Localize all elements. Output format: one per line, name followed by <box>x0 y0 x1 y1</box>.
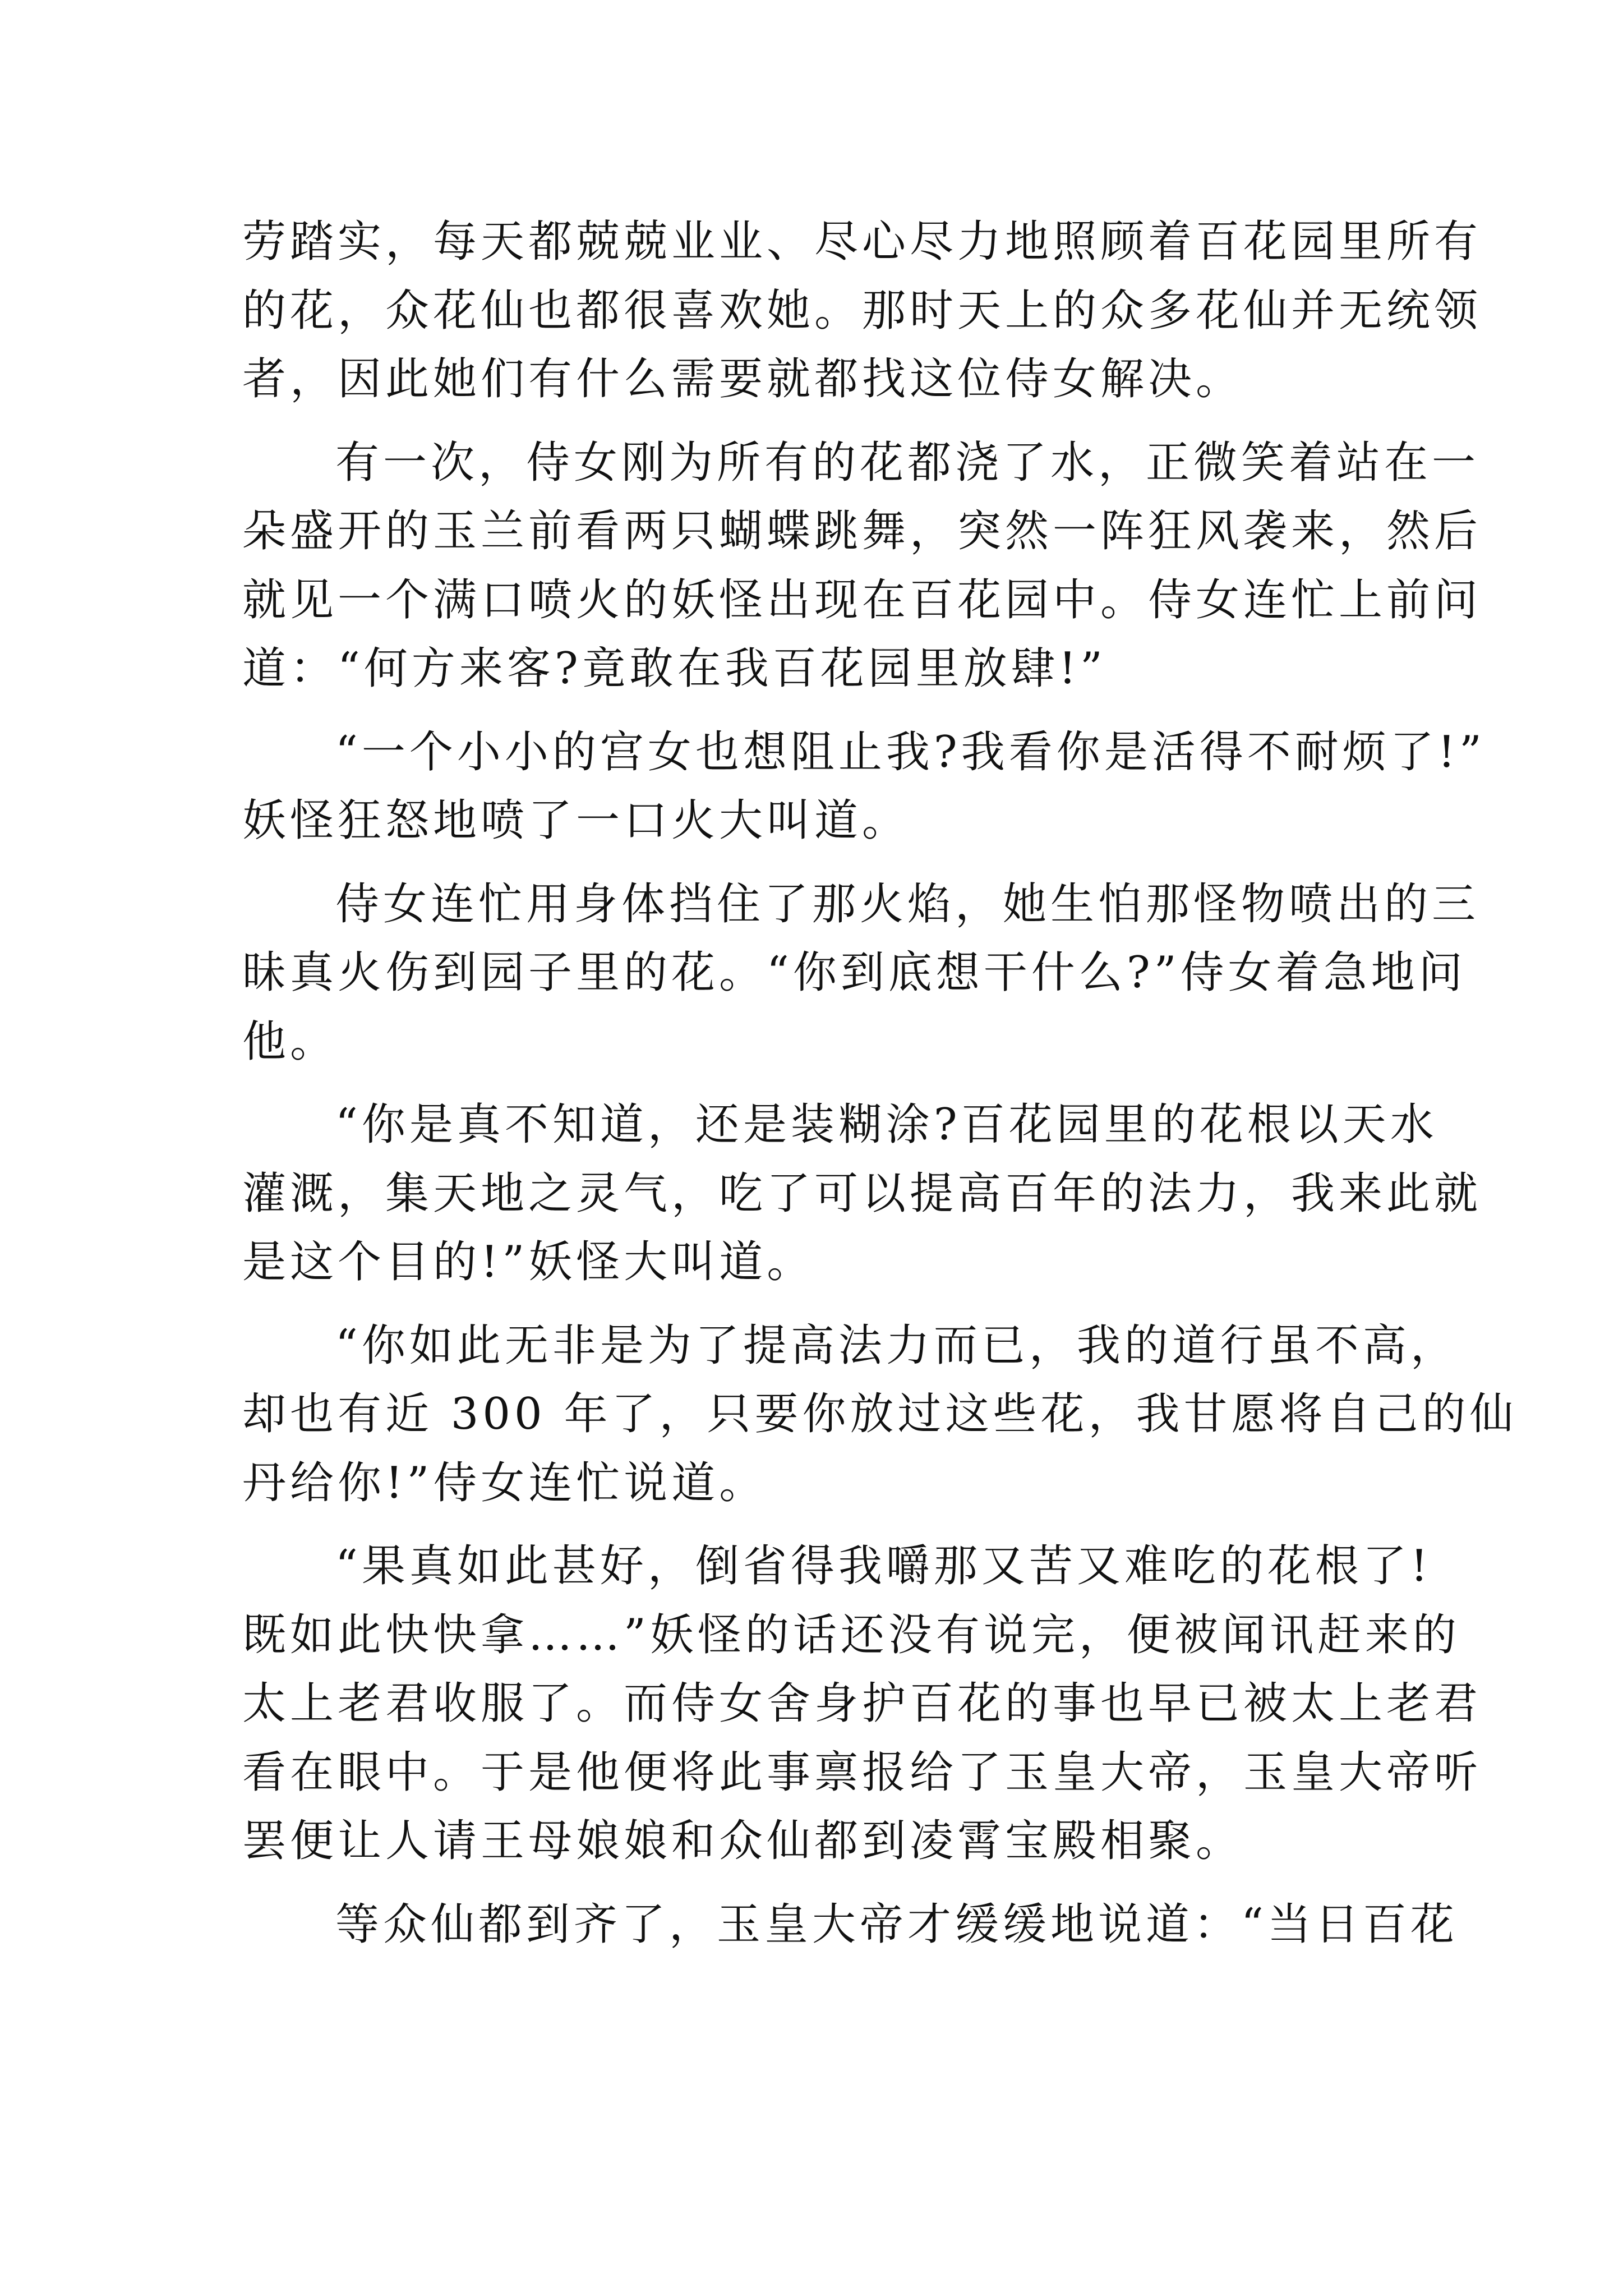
text-line: “你如此无非是为了提高法力而已，我的道行虽不高， <box>335 1320 1458 1371</box>
text-line: 是这个目的!”妖怪大叫道。 <box>242 1237 815 1287</box>
text-line: 朵盛开的玉兰前看两只蝴蝶跳舞，突然一阵狂风袭来，然后 <box>242 506 1482 556</box>
text-line: 太上老君收服了。而侍女舍身护百花的事也早已被太上老君 <box>242 1678 1482 1729</box>
text-line: 的花，众花仙也都很喜欢她。那时天上的众多花仙并无统领 <box>242 285 1482 336</box>
text-line: 有一次，侍女刚为所有的花都浇了水，正微笑着站在一 <box>335 437 1480 488</box>
document-body <box>242 208 1518 1959</box>
paragraph-spacer <box>242 703 1386 718</box>
paragraph <box>242 1091 1482 1297</box>
paragraph <box>242 1312 1518 1518</box>
paragraph <box>242 1890 1458 1959</box>
text-line: 道：“何方来客?竟敢在我百花园里放肆!” <box>242 643 1106 694</box>
paragraph-spacer <box>242 414 1386 429</box>
text-line: 灌溉，集天地之灵气，吃了可以提高百年的法力，我来此就 <box>242 1168 1482 1219</box>
text-line: 却也有近 300 年了，只要你放过这些花，我甘愿将自己的仙 <box>242 1389 1518 1439</box>
text-line: 侍女连忙用身体挡住了那火焰，她生怕那怪物喷出的三 <box>335 878 1480 930</box>
text-line: 罢便让人请王母娘娘和众仙都到凌霄宝殿相聚。 <box>242 1816 1244 1866</box>
paragraph <box>242 870 1480 1076</box>
text-line: 者，因此她们有什么需要就都找这位侍女解决。 <box>242 354 1244 404</box>
text-line: 丹给你!”侍女连忙说道。 <box>242 1457 767 1508</box>
text-line: 等众仙都到齐了，玉皇大帝才缓缓地说道：“当日百花 <box>335 1899 1458 1950</box>
paragraph <box>242 718 1486 855</box>
paragraph <box>242 1532 1482 1876</box>
text-line: “果真如此甚好，倒省得我嚼那又苦又难吃的花根了! <box>335 1541 1432 1591</box>
text-line: 就见一个满口喷火的妖怪出现在百花园中。侍女连忙上前问 <box>242 574 1482 625</box>
paragraph-spacer <box>242 1876 1386 1890</box>
paragraph-spacer <box>242 1517 1386 1532</box>
text-line: 既如此快快拿……”妖怪的话还没有说完，便被闻讯赶来的 <box>242 1609 1460 1660</box>
text-line: 昧真火伤到园子里的花。“你到底想干什么?”侍女着急地问 <box>242 947 1467 998</box>
paragraph-spacer <box>242 1297 1386 1312</box>
text-line: “一个小小的宫女也想阻止我?我看你是活得不耐烦了!” <box>335 726 1486 777</box>
paragraph <box>242 208 1482 414</box>
paragraph <box>242 429 1482 703</box>
paragraph-spacer <box>242 855 1386 870</box>
text-line: 看在眼中。于是他便将此事禀报给了玉皇大帝，玉皇大帝听 <box>242 1747 1482 1798</box>
text-line: 妖怪狂怒地喷了一口火大叫道。 <box>242 795 910 846</box>
text-line: “你是真不知道，还是装糊涂?百花园里的花根以天水 <box>335 1099 1438 1150</box>
text-line: 他。 <box>242 1016 338 1067</box>
paragraph-spacer <box>242 1076 1386 1091</box>
text-line: 劳踏实，每天都兢兢业业、尽心尽力地照顾着百花园里所有 <box>242 217 1482 267</box>
